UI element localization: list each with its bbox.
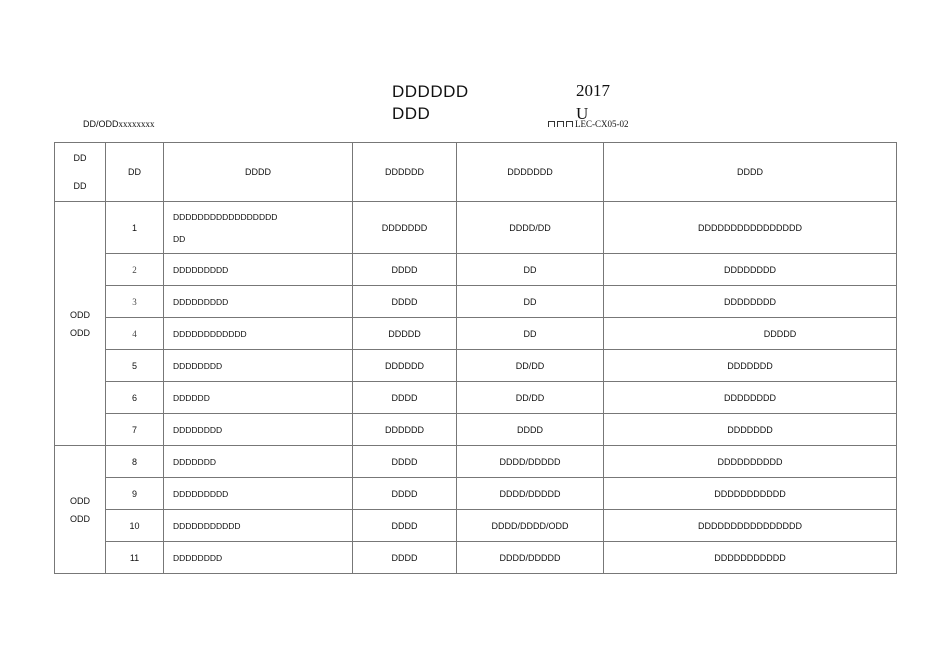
unit-value: xxxxxxxx [118, 119, 155, 129]
row-item-line1: DDDDDDDDDDDDDDDDD [173, 211, 278, 222]
row-number: 5 [106, 350, 164, 382]
header-col5: DDDDDDD [457, 143, 604, 202]
group-1-line1: ODD [70, 309, 90, 320]
row-col4: DDDD [353, 542, 457, 574]
group-cell-1 [55, 202, 106, 446]
table-row [55, 286, 897, 318]
row-col6: DDDDDDDDDDDDDDDD [604, 510, 897, 542]
box-placeholder-icon [548, 121, 555, 128]
row-number: 3 [106, 286, 164, 318]
row-col5: DD/DD [457, 350, 604, 382]
header-col6: DDDD [604, 143, 897, 202]
row-col5: DDDD/DDDDD [457, 478, 604, 510]
row-number: 2 [106, 254, 164, 286]
document-title-line2: DDD [392, 104, 431, 123]
row-number: 1 [106, 202, 164, 254]
row-col5: DDDD/DDDDD [457, 446, 604, 478]
row-col5: DD/DD [457, 382, 604, 414]
document-code-area [548, 117, 658, 127]
header-group [55, 143, 106, 202]
row-col6: DDDDDDDDDDD [604, 478, 897, 510]
group-1-line2: ODD [70, 327, 90, 338]
table-row [55, 202, 897, 254]
row-col6: DDDDDDDDDD [604, 446, 897, 478]
box-placeholder-icon [566, 121, 573, 128]
row-col4: DDDDD [353, 318, 457, 350]
row-number: 10 [106, 510, 164, 542]
row-item: DDDDDDDD [164, 414, 353, 446]
row-col4: DDDD [353, 382, 457, 414]
row-item: DDDDDDDD [164, 350, 353, 382]
header-col4: DDDDDD [353, 143, 457, 202]
row-number: 8 [106, 446, 164, 478]
inspection-table [54, 142, 897, 574]
row-col4: DDDDDD [353, 414, 457, 446]
row-col6: DDDDDDD [604, 414, 897, 446]
row-col6: DDDDDDDDDDD [604, 542, 897, 574]
row-item-line2: DD [173, 233, 186, 244]
row-col6: DDDDDDD [604, 350, 897, 382]
row-col5: DD [457, 286, 604, 318]
row-col4: DDDD [353, 286, 457, 318]
header-number: DD [106, 143, 164, 202]
box-placeholder-icon [557, 121, 564, 128]
row-col4: DDDDDDD [353, 202, 457, 254]
table-row [55, 254, 897, 286]
row-col5: DD [457, 318, 604, 350]
row-number: 7 [106, 414, 164, 446]
unit-label: DD/ODD [83, 119, 119, 129]
table-row [55, 318, 897, 350]
row-col4: DDDDDD [353, 350, 457, 382]
row-col4: DDDD [353, 254, 457, 286]
group-cell-2 [55, 446, 106, 574]
row-col4: DDDD [353, 510, 457, 542]
row-col6: DDDDD [604, 318, 897, 350]
unit-line [83, 119, 155, 129]
row-col5: DDDD/DDDDD [457, 542, 604, 574]
document-year-sub: U [576, 104, 589, 123]
header-item: DDDD [164, 143, 353, 202]
table-row [55, 542, 897, 574]
table-row [55, 414, 897, 446]
row-col5: DD [457, 254, 604, 286]
row-col4: DDDD [353, 478, 457, 510]
row-col5: DDDD/DD [457, 202, 604, 254]
row-item: DDDDDDD [164, 446, 353, 478]
row-item: DDDDDDDDD [164, 254, 353, 286]
row-item [164, 202, 353, 254]
table-row [55, 478, 897, 510]
row-number: 11 [106, 542, 164, 574]
table-row [55, 382, 897, 414]
row-col5: DDDD [457, 414, 604, 446]
row-col4: DDDD [353, 446, 457, 478]
document-year: 2017 [576, 81, 610, 100]
row-item: DDDDDD [164, 382, 353, 414]
header-group-line2: DD [73, 181, 87, 191]
group-2-line2: ODD [70, 513, 90, 524]
group-2-line1: ODD [70, 495, 90, 506]
row-col5: DDDD/DDDD/ODD [457, 510, 604, 542]
row-item: DDDDDDDDDDD [164, 510, 353, 542]
row-number: 6 [106, 382, 164, 414]
row-col6: DDDDDDDDDDDDDDDD [604, 202, 897, 254]
table-row [55, 350, 897, 382]
row-item: DDDDDDDDD [164, 286, 353, 318]
document-title-line1: DDDDDD [392, 82, 469, 101]
row-item: DDDDDDDDDDDD [164, 318, 353, 350]
row-number: 9 [106, 478, 164, 510]
header-group-line1: DD [73, 153, 87, 163]
row-number: 4 [106, 318, 164, 350]
document-code: LEC-CX05-02 [575, 119, 629, 127]
row-col6: DDDDDDDD [604, 382, 897, 414]
table-row [55, 446, 897, 478]
row-item: DDDDDDDD [164, 542, 353, 574]
row-col6: DDDDDDDD [604, 254, 897, 286]
row-item: DDDDDDDDD [164, 478, 353, 510]
row-col6: DDDDDDDD [604, 286, 897, 318]
table-row [55, 510, 897, 542]
table-header-row [55, 143, 897, 202]
